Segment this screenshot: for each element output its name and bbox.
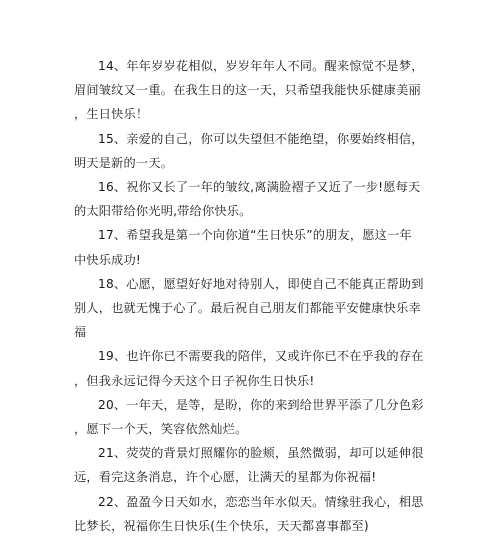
paragraph-line: 18、心愿，愿望好好地对待别人，即使自己不能真正帮助到 [98,276,424,291]
paragraph [74,223,434,271]
paragraph-line: 15、亲爱的自己，你可以失望但不能绝望，你要始终相信， [98,131,424,146]
paragraph-line: 中快乐成功! [74,252,142,267]
paragraph-line: ，但我永远记得今天这个日子祝你生日快乐! [74,373,315,388]
paragraph [74,272,434,345]
document-body [74,54,434,538]
paragraph [74,393,434,441]
paragraph [74,127,434,175]
paragraph-line: 19、也许你已不需要我的陪伴，又或许你已不在乎我的存在 [98,349,424,364]
paragraph-line: 21、荧荧的背景灯照耀你的脸颊，虽然微弱，却可以延伸很 [98,446,424,461]
paragraph-line: 别人，也就无愧于心了。最后祝自己朋友们都能平安健康快乐幸 [74,301,421,316]
paragraph-line: 20、一年天，是等，是盼，你的来到给世界平添了几分色彩 [98,397,424,412]
paragraph [74,175,434,223]
paragraph-line: 明天是新的一天。 [74,155,174,170]
paragraph-line: 14、年年岁岁花相似，岁岁年年人不同。醒来惊觉不是梦， [98,59,424,73]
paragraph-line: 眉间皱纹又一重。在我生日的这一天，只希望我能快乐健康美丽 [74,83,421,98]
paragraph-line: ，愿下一个天，笑容依然灿烂。 [74,422,248,437]
paragraph-line: 比梦长，祝福你生日快乐(生个快乐，天天都喜事都至) [74,518,369,533]
paragraph-line: 远，看完这条消息，许个心愿，让满天的星都为你祝福! [74,470,377,485]
paragraph-line: 16、祝你又长了一年的皱纹,离满脸褶子又近了一步!愿每天 [98,180,421,195]
paragraph-line: 福 [74,325,87,340]
paragraph-line: ，生日快乐！ [74,107,149,122]
paragraph [74,344,434,392]
paragraph [74,54,434,127]
paragraph [74,441,434,489]
paragraph-line: 22、盈盈今日天如水，恋恋当年水似天。情缘驻我心，相思 [98,494,424,509]
paragraph [74,490,434,538]
paragraph-line: 的太阳带给你光明,带给你快乐。 [74,204,252,219]
paragraph-line: 17、希望我是第一个向你道“生日快乐”的朋友，愿这一年 [98,228,412,243]
